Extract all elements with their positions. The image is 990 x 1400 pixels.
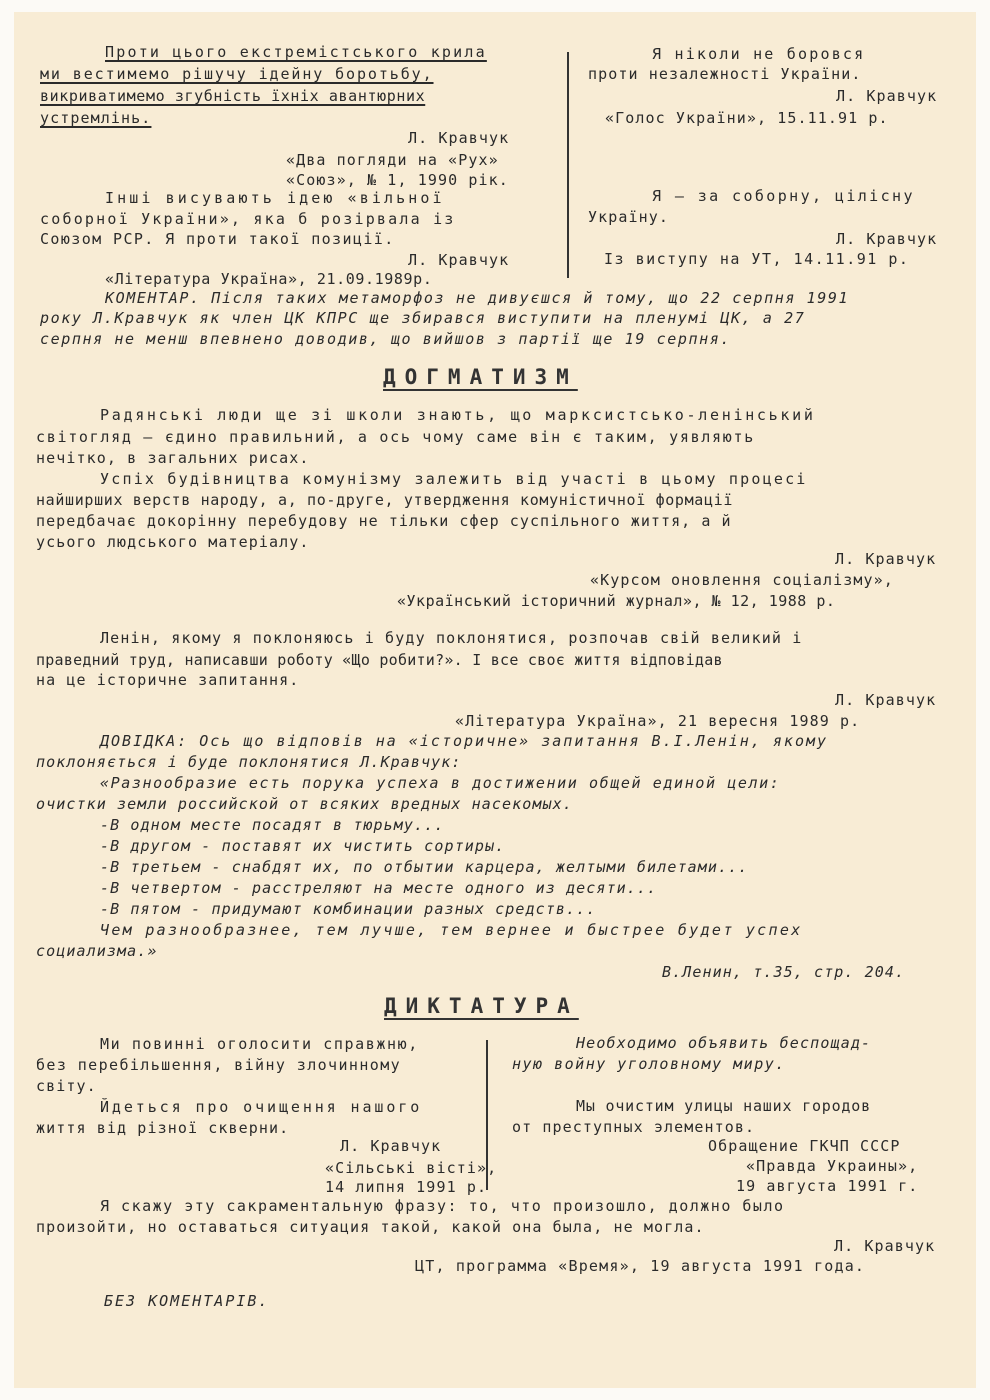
reference-line: «Разнообразие есть порука успеха в достижении общей единой цели: (100, 774, 781, 792)
no-comment-footer: БЕЗ КОМЕНТАРІВ. (104, 1292, 270, 1310)
reference-line: -В другом - поставят их чистить сортиры. (100, 837, 506, 855)
quote-line: Ми повинні оголосити справжню, (100, 1035, 419, 1053)
quote-source: 19 августа 1991 г. (736, 1177, 919, 1195)
quote-line: Я ніколи не боровся (652, 45, 866, 63)
paragraph-line: усього людського матеріалу. (36, 533, 310, 551)
quote-line: проти незалежності України. (588, 65, 862, 83)
paragraph-line: Успіх будівництва комунізму залежить від участі в цьому процесі (100, 470, 808, 488)
quote-line: ми вестимемо рішучу ідейну боротьбу, (40, 65, 434, 83)
quote-source: 14 липня 1991 р. (325, 1178, 488, 1196)
reference-line: -В четвертом - расстреляют на месте одного из десяти... (100, 879, 658, 897)
column-divider (486, 1040, 489, 1190)
quote-line: Україну. (588, 208, 670, 226)
quote-line: світу. (36, 1077, 97, 1095)
quote-line: Союзом РСР. Я проти такої позиції. (40, 230, 395, 248)
comment-line: серпня не менш впевнено доводив, що вийшов з партії ще 19 серпня. (40, 330, 731, 348)
quote-line: життя від різної скверни. (36, 1119, 290, 1137)
quote-line: Я скажу эту сакраментальную фразу: то, что произошло, должно было (100, 1197, 785, 1215)
quote-source: «Сільські вісті», (325, 1159, 498, 1177)
quote-author: Л. Кравчук (836, 87, 938, 105)
paragraph-line: передбачає докорінну перебудову не тільки сфер суспільного життя, а й (36, 512, 732, 530)
quote-line: соборної України», яка б розірвала із (40, 210, 456, 228)
quote-line: Мы очистим улицы наших городов (576, 1097, 871, 1115)
quote-source: «Література Україна», 21.09.1989р. (105, 270, 433, 288)
quote-line: Необходимо объявить беспощад- (576, 1034, 872, 1052)
paragraph-line: світогляд – єдино правильний, а ось чому саме він є таким, уявляють (36, 428, 755, 446)
quote-line: ную войну уголовному миру. (512, 1055, 786, 1073)
quote-source: ЦТ, программа «Время», 19 августа 1991 года. (415, 1257, 866, 1275)
quote-source: «Література Україна», 21 вересня 1989 р. (455, 712, 861, 730)
reference-line: социализма.» (36, 942, 158, 960)
paragraph-line: Радянські люди ще зі школи знають, що марксистсько-ленінський (100, 406, 816, 424)
reference-line: Чем разнообразнее, тем лучше, тем вернее и быстрее будет успех (100, 921, 803, 939)
column-divider (567, 52, 570, 278)
quote-source: «Союз», № 1, 1990 рік. (286, 171, 509, 189)
quote-source: «Правда Украины», (746, 1157, 919, 1175)
quote-author: Л. Кравчук (340, 1137, 442, 1155)
comment-line: року Л.Кравчук як член ЦК КПРС ще збирався виступити на пленумі ЦК, а 27 (40, 309, 806, 327)
quote-author: Л. Кравчук (835, 691, 937, 709)
section-heading-dogmatism: ДОГМАТИЗМ (383, 365, 578, 389)
reference-line: -В одном месте посадят в тюрьму... (100, 816, 445, 834)
quote-source: «Голос України», 15.11.91 р. (605, 109, 889, 127)
quote-author: Л. Кравчук (836, 230, 938, 248)
quote-source: «Курсом оновлення соціалізму», (590, 571, 894, 589)
quote-line: без перебільшення, війну злочинному (36, 1056, 402, 1074)
quote-author: Л. Кравчук (408, 251, 510, 269)
quote-author: Л. Кравчук (834, 1237, 936, 1255)
quote-line: Інші висувають ідею «вільної (105, 189, 445, 207)
quote-line: Я – за соборну, цілісну (652, 187, 915, 205)
quote-author: Л. Кравчук (408, 129, 510, 147)
reference-line: -В пятом - придумают комбинации разных средств... (100, 900, 597, 918)
quote-line: Проти цього екстреміcтського крила (105, 43, 487, 61)
section-heading-dictatorship: ДИКТАТУРА (384, 994, 579, 1018)
reference-line: очистки земли российской от всяких вредных насекомых. (36, 795, 573, 813)
paragraph-line: найширших верств народу, а, по-друге, утвердження комуністичної формації (36, 491, 734, 509)
quote-author: Обращение ГКЧП СССР (708, 1137, 901, 1155)
comment-line: КОМЕНТАР. Після таких метаморфоз не дивуєшся й тому, що 22 серпня 1991 (105, 289, 850, 307)
quote-line: от преступных элементов. (512, 1118, 756, 1136)
quote-source: Із виступу на УТ, 14.11.91 р. (604, 250, 910, 268)
quote-line: произойти, но оставаться ситуация такой, какой она была, не могла. (36, 1218, 705, 1236)
paragraph-line: на це історичне запитання. (36, 671, 300, 689)
reference-line: поклоняється і буде поклонятися Л.Кравчук: (36, 753, 462, 771)
paragraph-line: нечітко, в загальних рисах. (36, 449, 310, 467)
quote-line: викриватимемо згубність їхніх авантюрних (40, 87, 426, 105)
quote-line: Йдеться про очищення нашого (100, 1098, 423, 1116)
paragraph-line: праведний труд, написавши роботу «Що робити?». І все своє життя відповідав (36, 651, 723, 669)
reference-line: ДОВІДКА: Ось що відповів на «історичне» запитання В.І.Ленін, якому (100, 732, 829, 750)
reference-line: -В третьем - снабдят их, по отбытии карцера, желтыми билетами... (100, 858, 749, 876)
quote-source: «Український історичний журнал», № 12, 1988 р. (397, 592, 836, 610)
quote-source: «Два погляди на «Рух» (286, 151, 499, 169)
paragraph-line: Ленін, якому я поклоняюсь і буду поклонятися, розпочав свій великий і (100, 629, 803, 647)
lenin-source: В.Ленин, т.35, стр. 204. (662, 963, 906, 981)
quote-line: устремлінь. (40, 109, 152, 127)
quote-author: Л. Кравчук (835, 550, 937, 568)
